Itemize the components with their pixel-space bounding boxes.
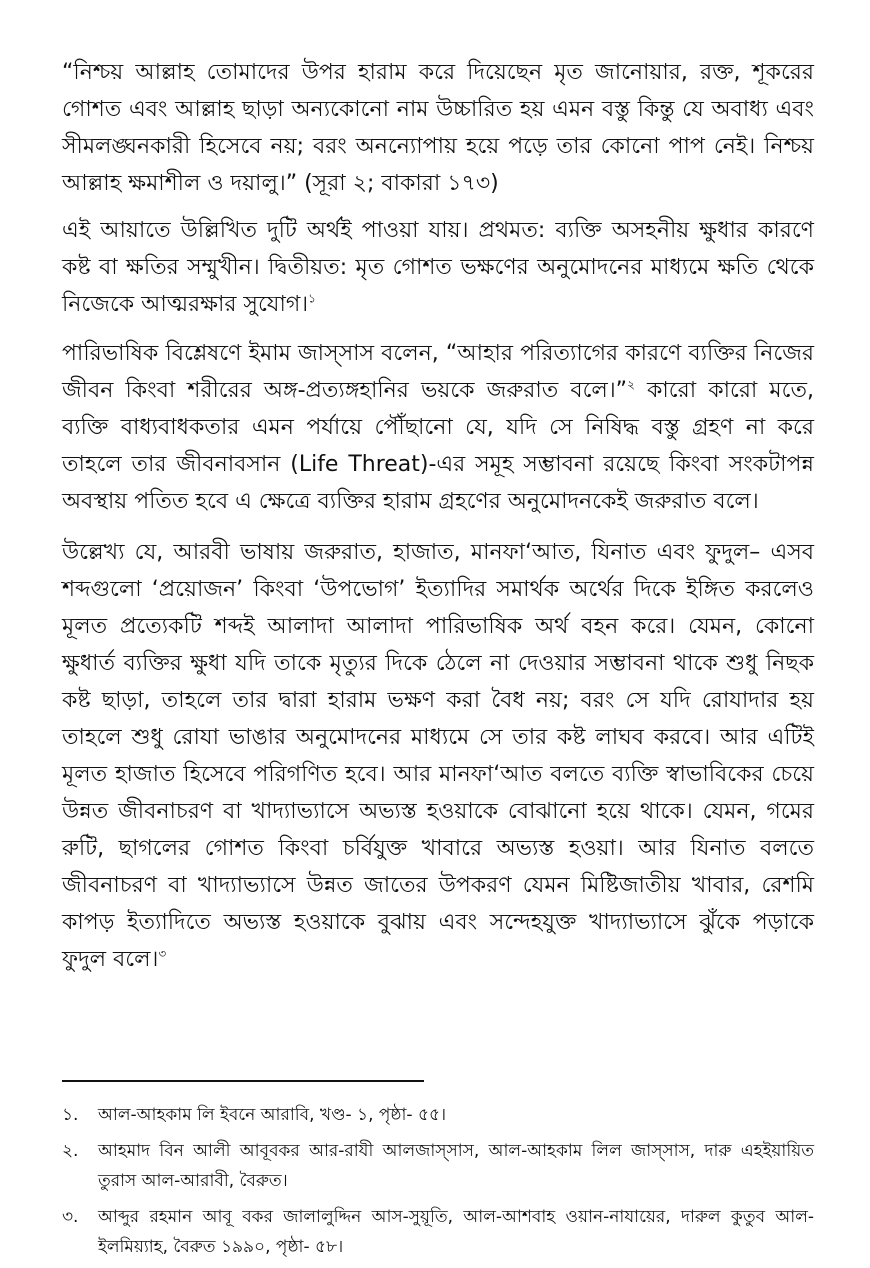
footnote-item: [62, 1136, 814, 1196]
footnote-number: ২.: [62, 1141, 79, 1161]
footnote-marker-2: ২: [627, 377, 635, 392]
paragraph-text: এই আয়াতে উল্লিখিত দুটি অর্থই পাওয়া যায়। প্রথমত: ব্যক্তি অসহনীয় ক্ষুধার কারণে কষ্ট বা ক্ষতির সম্মুখীন। দ্বিতীয়ত: মৃত গোশত ভক্ষণের অনুমোদনের মাধ্যমে ক্ষতি থেকে নিজেকে আত্মরক্ষার সুযোগ।: [62, 218, 814, 317]
terminology-paragraph: [62, 534, 814, 978]
footnote-divider: [62, 1080, 424, 1082]
footnote-number: ১.: [62, 1105, 79, 1125]
footnote-text: আহমাদ বিন আলী আবূবকর আর-রাযী আলজাস্সাস, আল-আহকাম লিল জাস্সাস, দারু এহইয়ায়িত তুরাস আল-আরাবী, বৈরুত।: [98, 1141, 814, 1191]
paragraph-text: পারিভাষিক বিশ্লেষণে ইমাম জাস্সাস বলেন, “আহার পরিত্যাগের কারণে ব্যক্তির নিজের জীবন কিংবা শরীরের অঙ্গ-প্রত্যঙ্গহানির ভয়কে জরুরাত বলে।”: [62, 341, 814, 403]
footnote-marker-1: ১: [308, 291, 316, 306]
interpretation-paragraph: [62, 212, 814, 323]
footnotes-list: [62, 1100, 814, 1268]
quran-quote-paragraph: [62, 54, 814, 202]
definition-paragraph: [62, 335, 814, 520]
paragraph-text: উল্লেখ্য যে, আরবী ভাষায় জরুরাত, হাজাত, মানফা‘আত, যিনাত এবং ফুদুল– এসব শব্দগুলো ‘প্রয়োজন’ কিংবা ‘উপভোগ’ ইত্যাদির সমার্থক অর্থের দিকে ইঙ্গিত করলেও মূলত প্রত্যেকটি শব্দই আলাদা আলাদা পারিভাষিক অর্থ বহন করে। যেমন, কোনো ক্ষুধার্ত ব্যক্তির ক্ষুধা যদি তাকে মৃত্যুর দিকে ঠেলে না দেওয়ার সম্ভাবনা থাকে শুধু নিছক কষ্ট ছাড়া, তাহলে তার দ্বারা হারাম ভক্ষণ করা বৈধ নয়; বরং সে যদি রোযাদার হয় তাহলে শুধু রোযা ভাঙার অনুমোদনের মাধ্যমে সে তার কষ্ট লাঘব করবে। আর এটিই মূলত হাজাত হিসেবে পরিগণিত হবে। আর মানফা‘আত বলতে ব্যক্তি স্বাভাবিকের চেয়ে উন্নত জীবনাচরণ বা খাদ্যাভ্যাসে অভ্যস্ত হওয়াকে বোঝানো হয়ে থাকে। যেমন, গমের রুটি, ছাগলের গোশত কিংবা চর্বিযুক্ত খাবারে অভ্যস্ত হওয়া। আর যিনাত বলতে জীবনাচরণ বা খাদ্যাভ্যাসে উন্নত জাতের উপকরণ যেমন মিষ্টিজাতীয় খাবার, রেশমি কাপড় ইত্যাদিতে অভ্যস্ত হওয়াকে বুঝায় এবং সন্দেহযুক্ত খাদ্যাভ্যাসে ঝুঁকে পড়াকে ফুদুল বলে।: [62, 540, 814, 972]
paragraph-text-continued: কারো কারো মতে, ব্যক্তি বাধ্যবাধকতার এমন পর্যায়ে পৌঁছানো যে, যদি সে নিষিদ্ধ বস্তু গ্রহণ না করে তাহলে তার জীবনাবসান (Life Threat)-এর সমূহ সম্ভাবনা রয়েছে কিংবা সংকটাপন্ন অবস্থায় পতিত হবে এ ক্ষেত্রে ব্যক্তির হারাম গ্রহণের অনুমোদনকেই জরুরাত বলে।: [62, 378, 814, 514]
paragraph-text: “নিশ্চয় আল্লাহ তোমাদের উপর হারাম করে দিয়েছেন মৃত জানোয়ার, রক্ত, শূকরের গোশত এবং আল্লাহ ছাড়া অন্যকোনো নাম উচ্চারিত হয় এমন বস্তু কিন্তু যে অবাধ্য এবং সীমলঙ্ঘনকারী হিসেবে নয়; বরং অনন্যোপায় হয়ে পড়ে তার কোনো পাপ নেই। নিশ্চয় আল্লাহ ক্ষমাশীল ও দয়ালু।” (সূরা ২; বাকারা ১৭৩): [62, 60, 814, 196]
footnote-item: [62, 1202, 814, 1262]
footnote-item: [62, 1100, 814, 1130]
footnote-text: আল-আহকাম লি ইবনে আরাবি, খণ্ড- ১, পৃষ্ঠা- ৫৫।: [98, 1105, 447, 1125]
footnote-marker-3: ৩: [158, 946, 167, 961]
footnote-number: ৩.: [62, 1207, 79, 1227]
footnote-text: আব্দুর রহমান আবূ বকর জালালুদ্দিন আস-সুয়ূতি, আল-আশবাহ ওয়ান-নাযায়ের, দারুল কুতুব আল-ইলমিয়্যাহ, বৈরুত ১৯৯০, পৃষ্ঠা- ৫৮।: [98, 1207, 814, 1257]
main-text: [62, 54, 814, 978]
